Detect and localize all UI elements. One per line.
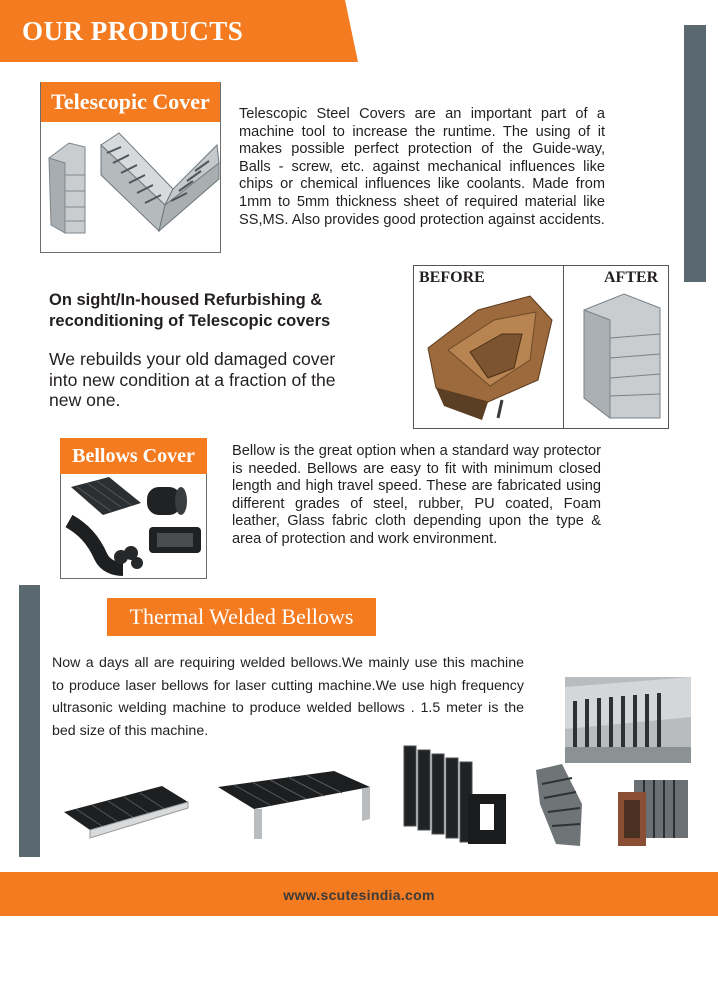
before-after-divider <box>563 266 564 428</box>
product-image-bellows-2 <box>214 765 372 841</box>
telescopic-cover-label: Telescopic Cover <box>41 82 220 122</box>
right-side-bar <box>684 25 706 282</box>
refurbishing-heading <box>49 290 389 332</box>
refurbishing-body: We rebuilds your old damaged cover into new condition at a fraction of the new one. <box>49 349 336 410</box>
thermal-description: Now a days all are requiring welded bellows.We mainly use this machine to produce laser bellows for laser cutting machine.We use high frequency ultrasonic welding machine to produce welded bellows . 1.5 meter is the bed size of this machine. <box>52 655 524 739</box>
page-title: OUR PRODUCTS <box>22 16 244 46</box>
after-restored-cover-image <box>570 290 666 426</box>
thermal-welded-bellows-label: Thermal Welded Bellows <box>107 598 376 636</box>
before-damaged-cover-image <box>418 290 562 426</box>
refurbishing-heading-line2: reconditioning of Telescopic covers <box>49 312 331 330</box>
product-image-bellows-4 <box>532 764 584 848</box>
before-label: BEFORE <box>419 269 485 286</box>
bellows-cover-label: Bellows Cover <box>60 438 207 474</box>
left-side-bar <box>19 585 40 857</box>
bellows-cover-illustration <box>63 473 205 577</box>
website-link[interactable]: www.scutesindia.com <box>283 887 435 903</box>
before-after-frame <box>413 265 669 429</box>
product-image-bellows-3 <box>398 742 508 846</box>
after-label: AFTER <box>604 269 659 286</box>
product-image-bellows-1 <box>62 768 192 850</box>
refurbishing-heading-line1: On sight/In-housed Refurbishing & <box>49 291 323 309</box>
welding-machine-image <box>565 677 691 763</box>
bellows-description: Bellow is the great option when a standard way protector is needed. Bellows are easy to fit with minimum closed length and high travel speed. These are fabricated using different grades of steel, rubber, PU coated, Foam leather, Glass fabric cloth depending upon the type & area of protection and work environment. <box>232 443 601 547</box>
telescopic-description: Telescopic Steel Covers are an important part of a machine tool to increase the runtime. The using of it makes possible perfect protection of the Guide-way, Balls - screw, etc. against mechanical influences like chips or chemical influences like coolants. Made from 1mm to 5mm thickness sheet of required material like SS,MS. Also provides good protection against accidents. <box>239 106 605 228</box>
product-image-bellows-5 <box>614 776 692 848</box>
